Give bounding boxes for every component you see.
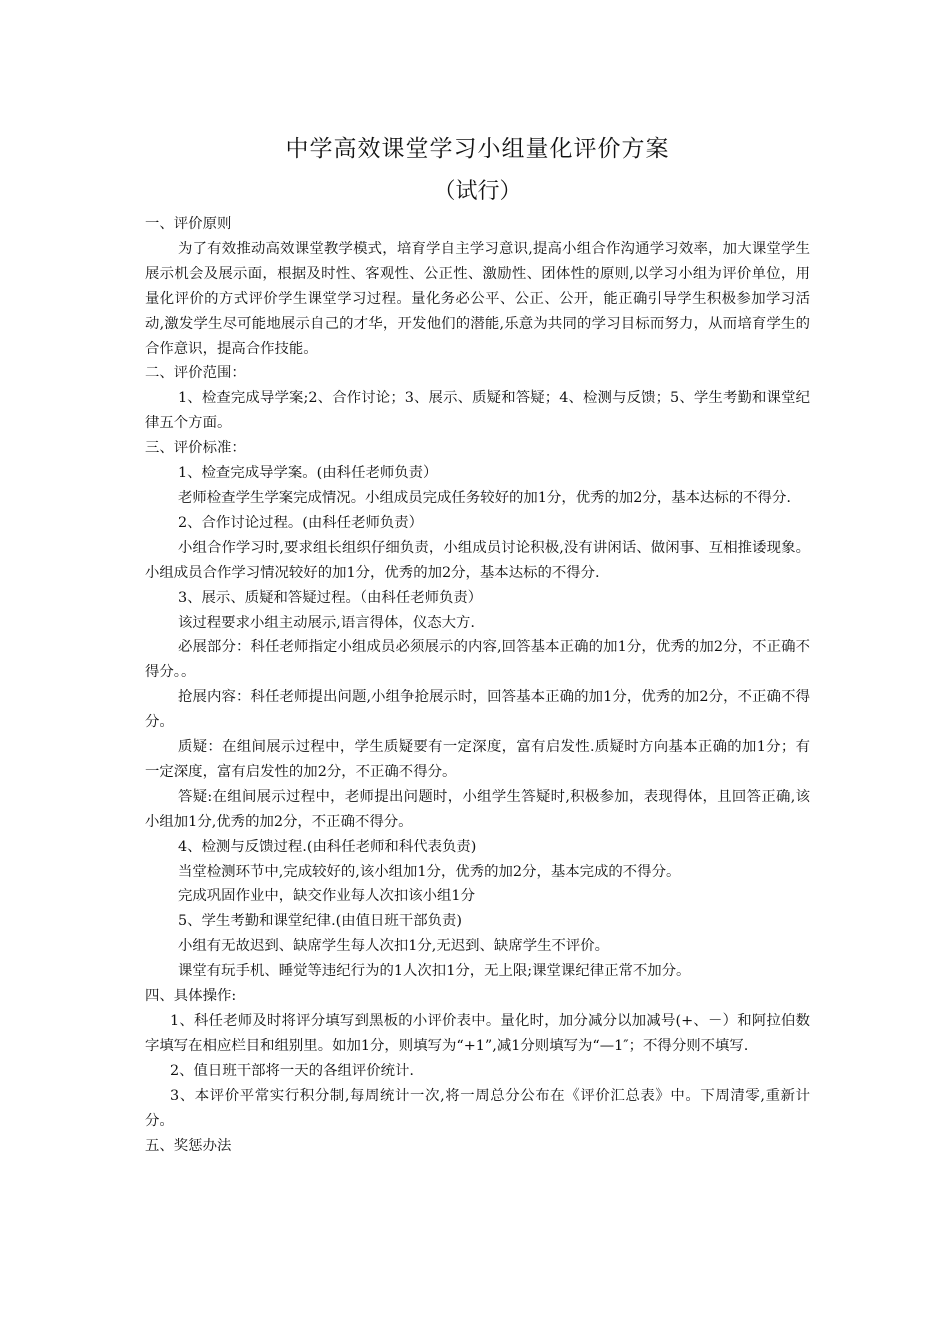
document-page [145, 130, 810, 1158]
document-body [145, 212, 810, 1158]
paragraph: 小组有无故迟到、缺席学生每人次扣1分,无迟到、缺席学生不评价。 [178, 938, 610, 955]
document-subtitle: （试行） [433, 179, 522, 204]
section-heading: 一、评价原则 [145, 216, 232, 232]
subsection-heading: 3、展示、质疑和答疑过程。（由科任老师负责） [178, 589, 483, 606]
paragraph: 答疑:在组间展示过程中，老师提出问题时，小组学生答疑时,积极参加，表现得体，且回答正确,该小组加1分,优秀的加2分，不正确不得分。 [145, 788, 810, 830]
subsection-heading: 5、学生考勤和课堂纪律.(由值日班干部负责) [178, 913, 462, 930]
paragraph: 完成巩固作业中，缺交作业每人次扣该小组1分 [178, 888, 475, 905]
section-heading: 三、评价标准： [145, 440, 246, 457]
document-title: 中学高效课堂学习小组量化评价方案 [285, 136, 670, 162]
section-heading: 二、评价范围： [145, 365, 246, 382]
paragraph: 抢展内容：科任老师提出问题,小组争抢展示时，回答基本正确的加1分，优秀的加2分，不正确不得分。 [145, 689, 810, 731]
section-heading: 五、奖惩办法 [145, 1137, 232, 1154]
paragraph: 为了有效推动高效课堂教学模式，培育学自主学习意识,提高小组合作沟通学习效率，加大课堂学生展示机会及展示面，根据及时性、客观性、公正性、激励性、团体性的原则,以学习小组为评价单位，用量化评价的方式评价学生课堂学习过程。量化务必公平、公正、公开，能正确引导学生积极参加学习活动,激发学生尽可能地展示自己的才华，开发他们的潜能,乐意为共同的学习目标而努力，从而培育学生的合作意识，提高合作技能。 [145, 240, 810, 357]
paragraph: 3、本评价平常实行积分制,每周统计一次,将一周总分公布在《评价汇总表》中。下周清零,重新计分。 [145, 1087, 810, 1129]
subsection-heading: 2、合作讨论过程。(由科任老师负责） [178, 514, 424, 531]
paragraph: 必展部分：科任老师指定小组成员必须展示的内容,回答基本正确的加1分，优秀的加2分，不正确不得分。。 [145, 639, 810, 681]
paragraph: 该过程要求小组主动展示,语言得体，仪态大方. [178, 614, 475, 631]
paragraph: 1、检查完成导学案;2、合作讨论；3、展示、质疑和答疑；4、检测与反馈；5、学生考勤和课堂纪律五个方面。 [145, 390, 810, 432]
subsection-heading: 4、检测与反馈过程.(由科任老师和科代表负责) [178, 838, 477, 855]
section-heading: 四、具体操作: [145, 988, 237, 1005]
subsection-heading: 1、检查完成导学案。(由科任老师负责） [178, 465, 438, 482]
paragraph: 2、值日班干部将一天的各组评价统计. [170, 1062, 414, 1079]
paragraph: 老师检查学生学案完成情况。小组成员完成任务较好的加1分，优秀的加2分，基本达标的不得分. [178, 489, 791, 506]
paragraph: 质疑：在组间展示过程中，学生质疑要有一定深度，富有启发性.质疑时方向基本正确的加1分；有一定深度，富有启发性的加2分，不正确不得分。 [145, 739, 810, 780]
paragraph: 小组合作学习时,要求组长组织仔细负责，小组成员讨论积极,没有讲闲话、做闲事、互相推诿现象。小组成员合作学习情况较好的加1分，优秀的加2分，基本达标的不得分. [145, 539, 810, 581]
paragraph: 课堂有玩手机、睡觉等违纪行为的1人次扣1分，无上限;课堂课纪律正常不加分。 [178, 963, 691, 980]
paragraph: 1、科任老师及时将评分填写到黑板的小评价表中。量化时，加分减分以加减号(+、－）和阿拉伯数字填写在相应栏目和组别里。如加1分，则填写为“+1”,减1分则填写为“—1″；不得分则不填写. [145, 1013, 810, 1054]
paragraph: 当堂检测环节中,完成较好的,该小组加1分，优秀的加2分，基本完成的不得分。 [178, 863, 681, 880]
